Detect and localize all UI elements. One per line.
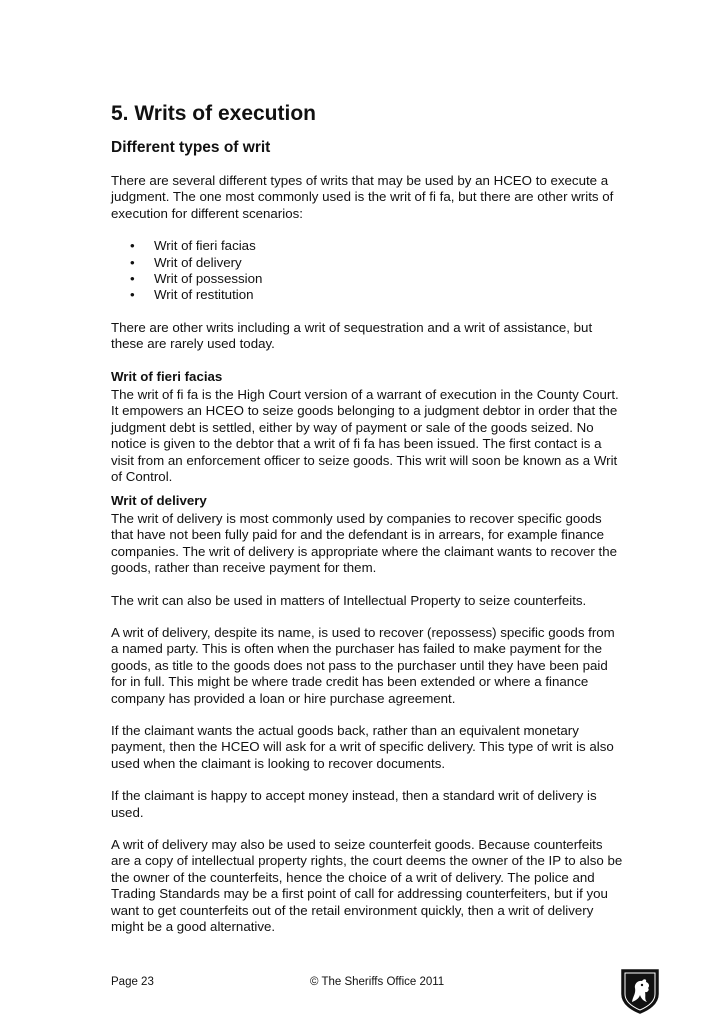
bullet-icon: • [130, 271, 135, 287]
intro-paragraph: There are several different types of writs that may be used by an HCEO to execute a judgment. The one most commonly used is the writ of fi fa, but there are other writs of execution for different scenarios: [111, 173, 614, 221]
copyright-notice: © The Sheriffs Office 2011 [310, 976, 445, 988]
list-item-text: Writ of delivery [154, 254, 242, 270]
bullet-icon: • [130, 238, 135, 254]
list-item [111, 238, 623, 254]
other-writs-paragraph: There are other writs including a writ of sequestration and a writ of assistance, but these are rarely used today. [111, 319, 593, 352]
fieri-facias-heading: Writ of fieri facias [111, 368, 223, 384]
shield-crest-icon [620, 968, 660, 1014]
delivery-paragraph: A writ of delivery, despite its name, is used to recover (repossess) specific goods from a named party. This is often when the purchaser has failed to make payment for the goods, as title to the goods does not pass to the purchaser until they have been paid for in full. This might be where trade credit has been extended or where a finance company has provided a loan or hire purchase agreement. [111, 624, 615, 706]
delivery-heading: Writ of delivery [111, 492, 207, 508]
subsection-heading: Different types of writ [111, 139, 271, 156]
list-item-text: Writ of possession [154, 271, 263, 287]
delivery-paragraph: A writ of delivery may also be used to seize counterfeit goods. Because counterfeits are a copy of intellectual property rights, the court deems the owner of the IP to also be the owner of the counterfeits, hence the choice of a writ of delivery. The police and Trading Standards may be a first point of call for addressing counterfeiters, but if you want to get counterfeits out of the retail environment quickly, then a writ of delivery might be a good alternative. [111, 837, 623, 935]
section-heading: 5. Writs of execution [111, 102, 316, 125]
page-content [111, 101, 623, 951]
bullet-icon: • [130, 287, 135, 303]
list-item-text: Writ of fieri facias [154, 238, 256, 254]
list-item [111, 287, 623, 303]
list-item [111, 271, 623, 287]
fieri-facias-paragraph: The writ of fi fa is the High Court version of a warrant of execution in the County Court. It empowers an HCEO to seize goods belonging to a judgment debtor in order that the judgment debt is settled, either by way of payment or sale of the goods seized. No notice is given to the debtor that a writ of fi fa has been issued. The first contact is a visit from an enforcement officer to seize goods. This writ will soon be known as a Writ of Control. [111, 387, 619, 485]
delivery-paragraph: If the claimant is happy to accept money instead, then a standard writ of delivery is used. [111, 788, 597, 820]
page-number: Page 23 [111, 976, 154, 988]
list-item-text: Writ of restitution [154, 287, 254, 303]
delivery-paragraph: The writ of delivery is most commonly used by companies to recover specific goods that have not been fully paid for and the defendant is in arrears, for example finance companies. The writ of delivery is appropriate where the claimant wants to recover the goods, rather than receive payment for them. [111, 510, 618, 576]
delivery-paragraph: The writ can also be used in matters of Intellectual Property to seize counterfeits. [111, 592, 587, 608]
bullet-icon: • [130, 254, 135, 270]
list-item [111, 255, 623, 271]
writ-types-list [111, 238, 623, 304]
delivery-paragraph: If the claimant wants the actual goods back, rather than an equivalent monetary payment, then the HCEO will ask for a writ of specific delivery. This type of writ is also used when the claimant is looking to recover documents. [111, 722, 614, 771]
